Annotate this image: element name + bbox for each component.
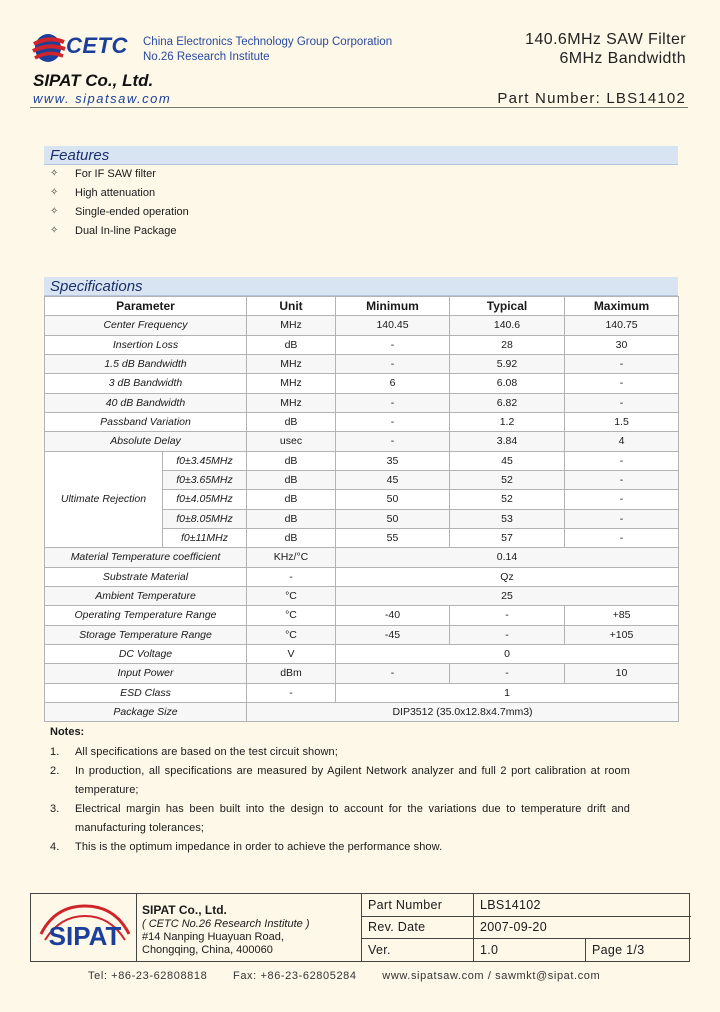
table-cell: 140.45 xyxy=(336,316,450,335)
text-label: All specifications are based on the test circuit shown; xyxy=(75,746,338,758)
diamond-bullet-icon: ✧ xyxy=(50,187,59,198)
table-cell: Substrate Material xyxy=(45,567,247,586)
table-cell: f0±3.65MHz xyxy=(163,470,247,489)
table-cell: 52 xyxy=(450,470,565,489)
table-cell: - xyxy=(565,354,679,373)
text-label: 2. xyxy=(50,765,60,777)
footer-divider xyxy=(136,894,137,961)
table-cell: 140.75 xyxy=(565,316,679,335)
table-cell: °C xyxy=(247,606,336,625)
table-cell: - xyxy=(565,490,679,509)
header-maximum: Maximum xyxy=(565,297,679,316)
footer-info-box xyxy=(30,893,690,962)
table-row xyxy=(45,625,679,644)
table-cell: 6 xyxy=(336,374,450,393)
table-cell: - xyxy=(247,567,336,586)
table-cell: 1.2 xyxy=(450,412,565,431)
rev-date-value: 2007-09-20 xyxy=(474,916,691,938)
table-cell: 57 xyxy=(450,528,565,547)
text-label: High attenuation xyxy=(75,187,156,199)
table-cell: 35 xyxy=(336,451,450,470)
table-cell: MHz xyxy=(247,374,336,393)
footer-doc-info xyxy=(361,894,691,961)
table-cell: - xyxy=(336,664,450,683)
table-row xyxy=(45,683,679,702)
notes-heading: Notes: xyxy=(50,726,85,738)
table-cell: 1.5 xyxy=(565,412,679,431)
table-cell: 30 xyxy=(565,335,679,354)
table-cell: 3 dB Bandwidth xyxy=(45,374,247,393)
table-cell: MHz xyxy=(247,354,336,373)
table-cell: 53 xyxy=(450,509,565,528)
text-label: For IF SAW filter xyxy=(75,168,156,180)
table-row xyxy=(45,393,679,412)
footer-company-sub: ( CETC No.26 Research Institute ) xyxy=(142,918,310,930)
table-cell: 5.92 xyxy=(450,354,565,373)
table-cell: - xyxy=(450,625,565,644)
text-label: This is the optimum impedance in order to achieve the performance show. xyxy=(75,841,443,853)
cetc-logo xyxy=(32,30,132,66)
table-cell: usec xyxy=(247,432,336,451)
specifications-heading: Specifications xyxy=(50,278,143,295)
table-cell: Qz xyxy=(336,567,679,586)
feature-item xyxy=(50,185,189,204)
table-cell: - xyxy=(565,509,679,528)
table-cell: Ambient Temperature xyxy=(45,586,247,605)
text-label: 1. xyxy=(50,746,60,758)
company-website[interactable]: www. sipatsaw.com xyxy=(33,91,172,106)
table-cell: 0.14 xyxy=(336,548,679,567)
diamond-bullet-icon: ✧ xyxy=(50,206,59,217)
company-title: SIPAT Co., Ltd. xyxy=(33,71,154,90)
table-cell: MHz xyxy=(247,316,336,335)
footer-address-line1: #14 Nanping Huayuan Road, xyxy=(142,931,284,943)
table-row xyxy=(45,644,679,663)
table-cell: 0 xyxy=(336,644,679,663)
features-section-bar xyxy=(44,146,678,165)
table-cell: dB xyxy=(247,490,336,509)
table-cell: DIP3512 (35.0x12.8x4.7mm3) xyxy=(247,702,679,721)
table-cell: 1 xyxy=(336,683,679,702)
table-cell: Package Size xyxy=(45,702,247,721)
cetc-logo-text: CETC xyxy=(66,33,128,58)
product-part-number: Part Number: LBS14102 xyxy=(497,90,686,107)
table-cell: 10 xyxy=(565,664,679,683)
table-cell: Operating Temperature Range xyxy=(45,606,247,625)
table-row xyxy=(45,451,679,470)
table-cell: +85 xyxy=(565,606,679,625)
table-cell: - xyxy=(565,374,679,393)
text-label: In production, all specifications are measured by Agilent Network analyzer and full 2 port calibration at room temperature; xyxy=(75,765,630,796)
table-row xyxy=(45,548,679,567)
table-row xyxy=(45,374,679,393)
table-row xyxy=(45,316,679,335)
table-cell: dB xyxy=(247,509,336,528)
table-cell: Absolute Delay xyxy=(45,432,247,451)
table-cell: dB xyxy=(247,335,336,354)
table-row xyxy=(45,432,679,451)
contact-tel: Tel: +86-23-62808818 xyxy=(88,970,208,982)
version-value: 1.0 xyxy=(474,939,586,961)
table-cell: 25 xyxy=(336,586,679,605)
table-cell: 1.5 dB Bandwidth xyxy=(45,354,247,373)
table-row xyxy=(45,335,679,354)
text-label: 3. xyxy=(50,803,60,815)
table-cell: 52 xyxy=(450,490,565,509)
table-cell: V xyxy=(247,644,336,663)
notes-list xyxy=(50,743,630,857)
table-cell: 50 xyxy=(336,509,450,528)
table-row xyxy=(45,567,679,586)
table-cell: 50 xyxy=(336,490,450,509)
corporation-name: China Electronics Technology Group Corporation xyxy=(143,36,393,48)
header-divider xyxy=(30,107,688,108)
table-cell: 3.84 xyxy=(450,432,565,451)
table-cell: °C xyxy=(247,586,336,605)
table-cell: 4 xyxy=(565,432,679,451)
table-row xyxy=(45,606,679,625)
table-cell: ESD Class xyxy=(45,683,247,702)
table-cell: -45 xyxy=(336,625,450,644)
table-cell: Input Power xyxy=(45,664,247,683)
sipat-logo xyxy=(35,900,135,958)
feature-item xyxy=(50,166,189,185)
diamond-bullet-icon: ✧ xyxy=(50,168,59,179)
feature-item xyxy=(50,223,189,242)
table-cell: 6.08 xyxy=(450,374,565,393)
table-cell: +105 xyxy=(565,625,679,644)
text-label: 4. xyxy=(50,841,60,853)
rejection-label: Ultimate Rejection xyxy=(45,451,163,548)
note-item xyxy=(50,743,630,762)
cetc-globe-icon xyxy=(32,30,66,66)
table-cell: °C xyxy=(247,625,336,644)
table-cell: 45 xyxy=(450,451,565,470)
text-label: Single-ended operation xyxy=(75,206,189,218)
rev-date-label: Rev. Date xyxy=(362,916,474,938)
product-bandwidth: 6MHz Bandwidth xyxy=(559,50,686,67)
table-cell: Storage Temperature Range xyxy=(45,625,247,644)
header-minimum: Minimum xyxy=(336,297,450,316)
table-cell: - xyxy=(247,683,336,702)
header-unit: Unit xyxy=(247,297,336,316)
table-cell: Passband Variation xyxy=(45,412,247,431)
diamond-bullet-icon: ✧ xyxy=(50,225,59,236)
table-cell: dB xyxy=(247,451,336,470)
table-cell: 40 dB Bandwidth xyxy=(45,393,247,412)
note-item xyxy=(50,838,630,857)
table-cell: - xyxy=(565,393,679,412)
text-label: Electrical margin has been built into the design to account for the variations due to temperature drift and manufacturing tolerances; xyxy=(75,803,630,834)
table-row xyxy=(45,702,679,721)
table-cell: f0±4.05MHz xyxy=(163,490,247,509)
table-cell: DC Voltage xyxy=(45,644,247,663)
part-number-label: Part Number xyxy=(362,894,474,916)
version-label: Ver. xyxy=(362,939,474,961)
table-cell: Insertion Loss xyxy=(45,335,247,354)
contact-web-email[interactable]: www.sipatsaw.com / sawmkt@sipat.com xyxy=(382,970,601,982)
table-cell: - xyxy=(450,664,565,683)
note-item xyxy=(50,800,630,838)
table-cell: 140.6 xyxy=(450,316,565,335)
table-row xyxy=(45,354,679,373)
table-cell: f0±3.45MHz xyxy=(163,451,247,470)
table-cell: dB xyxy=(247,528,336,547)
text-label: Dual In-line Package xyxy=(75,225,177,237)
table-row xyxy=(45,412,679,431)
table-cell: 55 xyxy=(336,528,450,547)
table-cell: - xyxy=(450,606,565,625)
table-cell: 45 xyxy=(336,470,450,489)
footer-address-line2: Chongqing, China, 400060 xyxy=(142,944,273,956)
product-title: 140.6MHz SAW Filter xyxy=(525,31,686,48)
table-cell: MHz xyxy=(247,393,336,412)
table-cell: 28 xyxy=(450,335,565,354)
table-cell: dB xyxy=(247,470,336,489)
footer-company-name: SIPAT Co., Ltd. xyxy=(142,903,227,917)
table-cell: Center Frequency xyxy=(45,316,247,335)
header-typical: Typical xyxy=(450,297,565,316)
table-cell: Material Temperature coefficient xyxy=(45,548,247,567)
table-header-row xyxy=(45,297,679,316)
table-cell: 6.82 xyxy=(450,393,565,412)
table-row xyxy=(45,664,679,683)
sipat-logo-text: SIPAT xyxy=(48,921,122,951)
table-cell: - xyxy=(336,335,450,354)
table-cell: f0±8.05MHz xyxy=(163,509,247,528)
table-row xyxy=(45,586,679,605)
note-item xyxy=(50,762,630,800)
table-cell: -40 xyxy=(336,606,450,625)
table-cell: - xyxy=(565,470,679,489)
table-cell: - xyxy=(336,393,450,412)
contact-line xyxy=(88,970,622,982)
features-heading: Features xyxy=(50,147,110,164)
table-cell: dB xyxy=(247,412,336,431)
table-cell: - xyxy=(565,528,679,547)
table-cell: - xyxy=(336,432,450,451)
table-cell: f0±11MHz xyxy=(163,528,247,547)
page-indicator: Page 1/3 xyxy=(586,939,691,961)
table-cell: - xyxy=(336,354,450,373)
feature-item xyxy=(50,204,189,223)
header-parameter: Parameter xyxy=(45,297,247,316)
table-cell: - xyxy=(336,412,450,431)
table-cell: KHz/°C xyxy=(247,548,336,567)
institute-name: No.26 Research Institute xyxy=(143,51,270,63)
contact-fax: Fax: +86-23-62805284 xyxy=(233,970,357,982)
table-cell: dBm xyxy=(247,664,336,683)
features-list xyxy=(50,166,189,242)
specifications-table xyxy=(44,296,679,722)
table-cell: - xyxy=(565,451,679,470)
specifications-section-bar xyxy=(44,277,678,296)
part-number-value: LBS14102 xyxy=(474,894,691,916)
